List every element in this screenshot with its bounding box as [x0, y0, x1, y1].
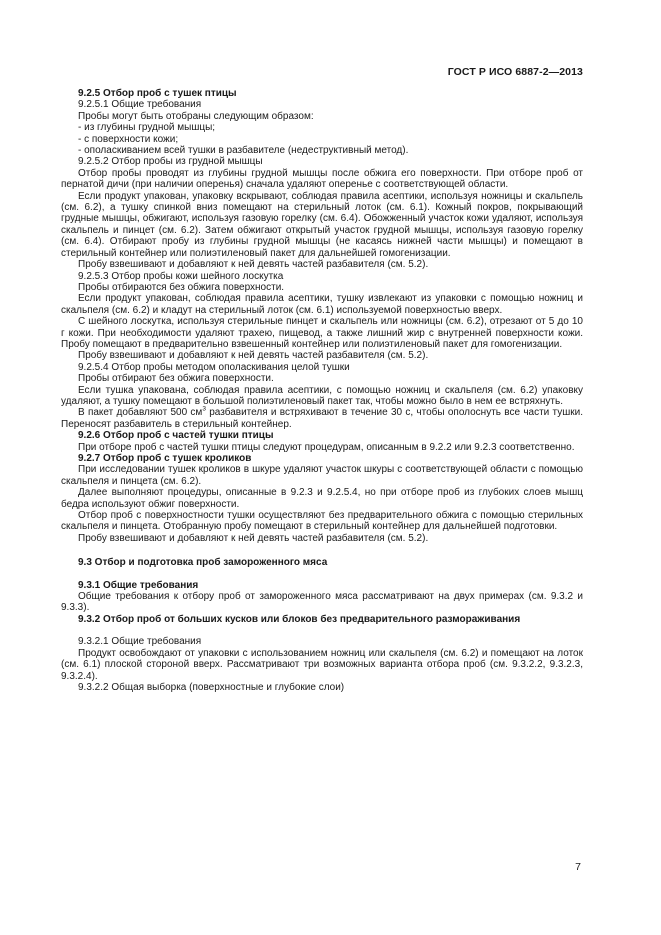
- section-heading-9-2-7: 9.2.7 Отбор проб с тушек кроликов: [78, 453, 252, 464]
- subsection-heading-9-2-5-4: 9.2.5.4 Отбор пробы методом ополаскивания целой тушки: [78, 361, 350, 373]
- paragraph: Если продукт упакован, соблюдая правила асептики, тушку извлекают из упаковки с помощью ножниц и скальпеля (см. 6.2) и кладут на стерильный лоток (см. 6.1) используемой поверхностью вверх.: [61, 293, 583, 316]
- spacer: [61, 544, 583, 557]
- paragraph: Отбор пробы проводят из глубины грудной мышцы после обжига его поверхности. При отборе проб от пернатой дичи (при наличии оперенья) сначала удаляют оперенье с соответствующей области.: [61, 167, 583, 191]
- paragraph: Пробу взвешивают и добавляют к ней девять частей разбавителя (см. 5.2).: [78, 259, 429, 271]
- paragraph: При отборе проб с частей тушки птицы следуют процедурам, описанным в 9.2.2 или 9.2.3 соответственно.: [78, 441, 575, 453]
- paragraph: Далее выполняют процедуры, описанные в 9.2.3 и 9.2.5.4, но при отборе проб из глубоких слоев мышц бедра используют обжиг поверхности.: [61, 487, 583, 510]
- paragraph: Если продукт упакован, упаковку вскрывают, соблюдая правила асептики, используя ножницы и скальпель (см. 6.2), а тушку спинкой вниз помещают на стерильный лоток (см. 6.1). Кожный покров, покрывающий грудные мышцы, обжигают, используя газовую горелку (см. 6.4). Обожженный участок кожи удаляют, используя скальпель и пинцет (см. 6.2). Затем обжигают открытый участок грудной мышцы, используя газовую горелку (см. 6.4). Отбирают пробу из глубины грудной мышцы (не касаясь нижней части мышцы) и помещают в стерильный контейнер или полиэтиленовый пакет для дальнейшей гомогенизации.: [61, 190, 583, 259]
- subsection-heading-9-3-2-1: 9.3.2.1 Общие требования: [78, 636, 202, 648]
- section-heading-9-3-1: 9.3.1 Общие требования: [78, 579, 199, 591]
- paragraph: Общие требования к отбору проб от замороженного мяса рассматривают на двух примерах (см. 9.3.2 и 9.3.3).: [61, 591, 583, 614]
- list-item: - из глубины грудной мышцы;: [78, 122, 216, 134]
- text-fragment: разбавителя и встряхивают в течение 30 с, чтобы ополоснуть все части тушки. Переносят разбавитель в стерильный контейнер.: [61, 407, 584, 430]
- paragraph: Пробу взвешивают и добавляют к ней девять частей разбавителя (см. 5.2).: [78, 350, 429, 362]
- page-number: 7: [575, 861, 581, 873]
- subsection-heading-9-2-5-3: 9.2.5.3 Отбор пробы кожи шейного лоскутка: [78, 270, 284, 282]
- paragraph: Отбор проб с поверхностности тушки осуществляют без предварительного обжига с помощью стерильных скальпеля и пинцета. Отобранную пробу помещают в стерильный контейнер для дальнейшей подготовки.: [61, 510, 583, 533]
- subsection-heading-9-2-5-1: 9.2.5.1 Общие требования: [78, 99, 202, 111]
- paragraph-with-unit: [61, 407, 583, 430]
- standard-header: ГОСТ Р ИСО 6887-2—2013: [447, 66, 583, 78]
- paragraph: Продукт освобождают от упаковки с использованием ножниц или скальпеля (см. 6.2) и помещают на лоток (см. 6.1) плоской стороной вверх. Рассматривают три возможных варианта отбора проб (см. 9.3.2.2, 9.3.2.3, 9.3.2.4).: [61, 647, 583, 682]
- section-heading-9-3-2: 9.3.2 Отбор проб от больших кусков или блоков без предварительного размораживания: [78, 613, 521, 625]
- paragraph: Если тушка упакована, соблюдая правила асептики, с помощью ножниц и скальпеля (см. 6.2) упаковку удаляют, а тушку помещают в большой полиэтиленовый пакет так, чтобы можно было в нем ее встряхнуть.: [61, 384, 583, 407]
- superscript-exponent: 3: [202, 406, 206, 414]
- subsection-heading-9-2-5-2: 9.2.5.2 Отбор пробы из грудной мышцы: [78, 156, 263, 168]
- list-item: - ополаскиванием всей тушки в разбавителе (недеструктивный метод).: [78, 145, 409, 157]
- spacer: [61, 625, 583, 636]
- section-heading-9-3: 9.3 Отбор и подготовка проб замороженного мяса: [78, 557, 328, 569]
- paragraph: С шейного лоскутка, используя стерильные пинцет и скальпель или ножницы (см. 6.2), отрезают от 5 до 10 г кожи. При необходимости удаляют трахею, пищевод, а также лишний жир с внутренней поверхности кожи. Пробу помещают в предварительно взвешенный контейнер или полиэтиленовый пакет для гомогенизации.: [61, 316, 583, 350]
- paragraph: При исследовании тушек кроликов в шкуре удаляют участок шкуры с соответствующей области с помощью скальпеля и пинцета (см. 6.2).: [61, 464, 583, 487]
- section-heading-9-2-6: 9.2.6 Отбор проб с частей тушки птицы: [78, 430, 274, 442]
- paragraph: Пробы отбирают без обжига поверхности.: [78, 373, 274, 385]
- paragraph: Пробы могут быть отобраны следующим образом:: [78, 110, 314, 122]
- spacer: [61, 569, 583, 580]
- document-body: [61, 88, 583, 693]
- text-fragment: В пакет добавляют 500 см: [78, 407, 203, 419]
- subsection-heading-9-3-2-2: 9.3.2.2 Общая выборка (поверхностные и глубокие слои): [78, 681, 345, 693]
- section-heading-9-2-5: 9.2.5 Отбор проб с тушек птицы: [78, 88, 237, 99]
- list-item: - с поверхности кожи;: [78, 133, 179, 145]
- paragraph: Пробы отбираются без обжига поверхности.: [78, 281, 285, 293]
- paragraph: Пробу взвешивают и добавляют к ней девять частей разбавителя (см. 5.2).: [78, 532, 429, 544]
